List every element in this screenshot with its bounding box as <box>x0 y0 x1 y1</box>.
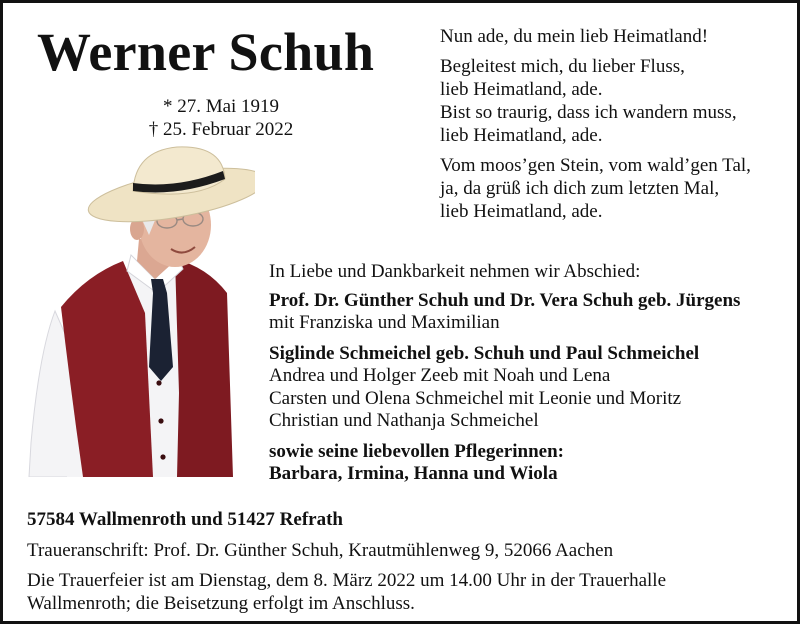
caregivers-heading: sowie seine liebevollen Pflegerinnen: <box>269 440 564 462</box>
family-member: Christian und Nathanja Schmeichel <box>269 410 539 431</box>
deceased-name: Werner Schuh <box>37 22 375 82</box>
poem-stanza-1 <box>440 55 790 147</box>
family-head: Prof. Dr. Günther Schuh und Dr. Vera Schuh geb. Jürgens <box>269 289 741 311</box>
family-group <box>269 290 789 335</box>
poem-line: Vom moos’gen Stein, vom wald’gen Tal, <box>440 155 751 176</box>
places-line: 57584 Wallmenroth und 51427 Refrath <box>27 509 343 530</box>
poem-line: Nun ade, du mein lieb Heimatland! <box>440 26 709 47</box>
notice-footer <box>27 509 787 615</box>
mourning-address: Traueranschrift: Prof. Dr. Günther Schuh, Krautmühlenweg 9, 52066 Aachen <box>27 539 614 561</box>
portrait-photo <box>27 143 255 477</box>
ceremony-line-2: Wallmenroth; die Beisetzung erfolgt im Anschluss. <box>27 592 415 614</box>
family-head: Siglinde Schmeichel geb. Schuh und Paul Schmeichel <box>269 342 700 364</box>
mourners-intro: In Liebe und Dankbarkeit nehmen wir Abschied: <box>269 261 641 282</box>
poem-line: Bist so traurig, dass ich wandern muss, <box>440 102 737 123</box>
ceremony-line-1: Die Trauerfeier ist am Dienstag, dem 8. März 2022 um 14.00 Uhr in der Trauerhalle <box>27 570 667 591</box>
poem-line: ja, da grüß ich dich zum letzten Mal, <box>440 178 720 199</box>
caregivers-names: Barbara, Irmina, Hanna und Wiola <box>269 463 558 484</box>
family-member: mit Franziska und Maximilian <box>269 312 500 333</box>
poem-title-line <box>440 25 790 48</box>
death-date: † 25. Februar 2022 <box>148 119 294 140</box>
portrait-illustration <box>27 143 255 477</box>
poem-line: lieb Heimatland, ade. <box>440 125 603 146</box>
family-member: Carsten und Olena Schmeichel mit Leonie und Moritz <box>269 387 682 409</box>
caregivers-group <box>269 441 789 486</box>
farewell-poem <box>440 25 790 230</box>
birth-date: * 27. Mai 1919 <box>162 96 280 117</box>
poem-line: lieb Heimatland, ade. <box>440 201 603 222</box>
poem-line: lieb Heimatland, ade. <box>440 79 603 100</box>
family-group <box>269 343 789 433</box>
life-dates <box>113 95 329 141</box>
poem-line: Begleitest mich, du lieber Fluss, <box>440 56 685 77</box>
mourners-list <box>269 261 789 494</box>
poem-stanza-2 <box>440 154 790 223</box>
family-member: Andrea und Holger Zeeb mit Noah und Lena <box>269 365 611 386</box>
